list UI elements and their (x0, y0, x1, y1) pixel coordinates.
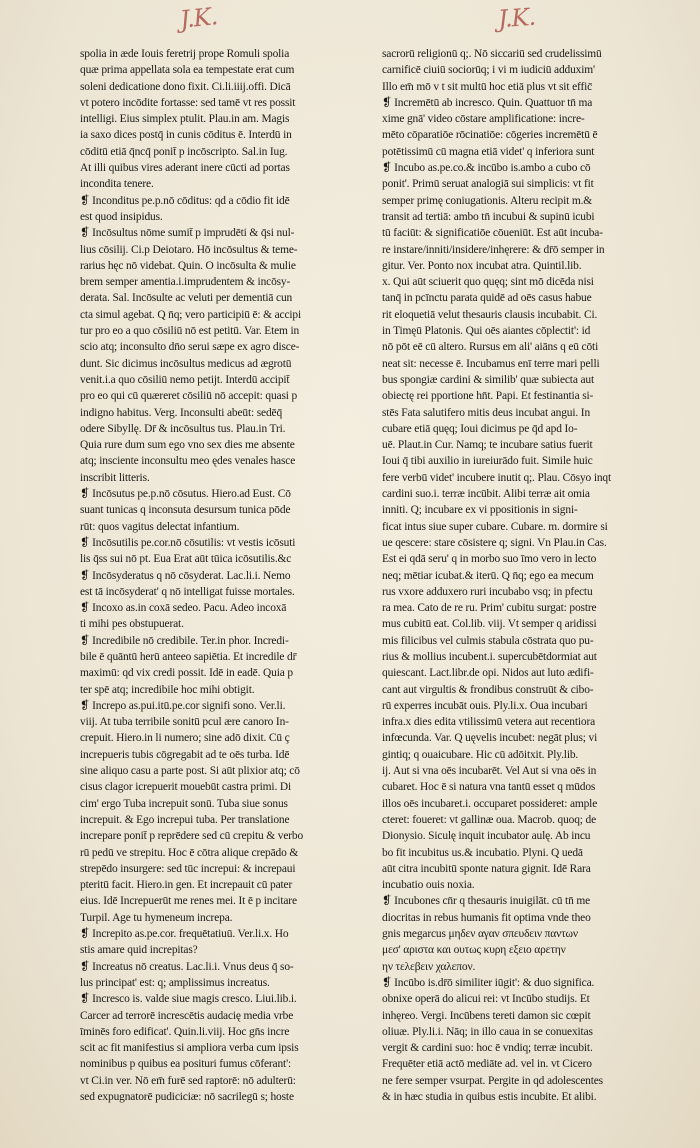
text-line: Illo em̄ mō v t sit multū hoc etiā plus vt sit effic̄ (382, 80, 593, 93)
text-line: Turpil. Age tu hymeneum increpa. (80, 911, 233, 924)
text-line: rū experres incubāt ouis. Ply.li.x. Oua incubari (382, 699, 588, 712)
text-line: scio atq; inconsulto dn̄o serui sæpe ex agro disce- (80, 341, 300, 354)
text-line: incondita tenere. (80, 178, 154, 191)
text-line: cta simul agebat. Q n̄q; vero participiū ē: & accipi (80, 308, 302, 321)
text-line: venit.i.a quo cōsiliū nemo petijt. Interdū accipit̄ (80, 373, 290, 386)
text-line: ❡ Incōsyderatus q nō cōsyderat. Lac.li.i. Nemo (80, 569, 291, 582)
text-line: sine aliquo casu a parte post. Si aūt plixior atq; cō (80, 765, 300, 778)
text-line: cisus clagor icrepuerit mouebūt castra primi. Di (80, 781, 291, 794)
text-line: increpuit. & Ego increpui tuba. Per translatione (80, 813, 290, 826)
text-line: pteritū facit. Hiero.in gen. Et increpauit cū pater (80, 879, 293, 892)
text-line: stis amare quid increpitas? (80, 944, 198, 957)
text-line: rit eloquetiā velut thesauris clausis incubabit. Ci. (382, 308, 598, 321)
text-line: Dionysio. Siculę inquit incubator aulę. Ab incu (382, 830, 591, 843)
text-line: ❡ Incubo as.pe.co.& incūbo is.ambo a cubo cō (382, 162, 591, 175)
text-line: μεσ' αριστα και ουτως κυρη εξειο αρετην (382, 944, 566, 957)
text-line: ❡ Incōsutus pe.p.nō cōsutus. Hiero.ad Eust. Cō (80, 488, 291, 501)
text-line: tur pro eo a quo cōsiliū nō est petitū. Var. Etem in (80, 325, 300, 338)
text-line: cubare etiā quęq; Ioui dicimus pe q̄d apd Io- (382, 422, 578, 435)
text-line: ij. Aut si vna oēs incubarēt. Vel Aut si vna oēs in (382, 765, 597, 778)
text-line: mus cubitū eat. Col.lib. viij. Vt semper q aridissi (382, 618, 597, 631)
text-line: strepēdo insurgere: sed tūc increpui: & increpaui (80, 862, 296, 875)
text-line: rus vxore adduxero ruri incubabo vsq; in pfectu (382, 585, 593, 598)
text-line: mis filicibus vel culmis stabula cōstrata quo pu- (382, 634, 594, 647)
text-line: rū pedū ve strepitu. Hoc ē cōtra alique crepādo & (80, 846, 299, 859)
text-line: uē. Plaut.in Cur. Namq; te incubare satius fuerit (382, 439, 593, 452)
text-line: At illi quibus vires aderant inere cūcti ad portas (80, 162, 290, 175)
text-line: x. Qui aūt sciuerit quo quęq; sint mō dicēda nisi (382, 276, 594, 289)
text-line: eius. Idē Increpuerūt me renes mei. It ē p incitare (80, 895, 297, 908)
text-line: cim' ergo Tuba increpuit sonū. Tuba siue sonus (80, 797, 288, 810)
text-line: re instare/inniti/insidere/inhęrere: & dr̄ō semper in (382, 243, 605, 256)
text-line: ne fere semper vsurpat. Pergite in qd adolescentes (382, 1074, 603, 1087)
text-line: spolia in æde Iouis feretrij prope Romuli spolia (80, 48, 290, 60)
text-line: illos oēs incubaret.i. occuparet possideret: ample (382, 797, 598, 810)
text-line: ❡ Incredibile nō credibile. Ter.in phor. Incredi- (80, 634, 289, 647)
text-line: lus principat' est: q; amplissimus increatus. (80, 976, 270, 989)
text-line: ue qescere: stare cōsistere q; signi. Vn Plau.in Cas. (382, 536, 607, 549)
text-line: est tā incōsyderat' q nō intelligat fuisse mortales. (80, 585, 295, 598)
text-line: ❡ Incremētū ab incresco. Quin. Quattuor tn̄ ma (382, 96, 593, 109)
text-line: cōditū etiā q̄ncq̄ ponit̄ p incōscripto. Sal.in Iug. (80, 145, 288, 158)
text-line: inniti. Q; incubare ex vi ppositionis in signi- (382, 504, 578, 517)
text-line: ter spē atq; incredibile hoc mihi obtigit. (80, 683, 255, 696)
text-line: bile ē quāntū herū anteeo sapiētia. Et incredile dr̄ (80, 650, 297, 663)
text-line: increpueris tubis cōgregabit ad te oēs turba. Idē (80, 748, 290, 761)
text-line: obnixe operā do alicui rei: vt Incūbo studijs. Et (382, 993, 590, 1006)
text-line: ra mea. Cato de re ru. Prim' cubitu surgat: postre (382, 602, 597, 615)
text-line: diocritas in rebus humanis fit optima vnde theo (382, 911, 591, 924)
text-column-left (80, 46, 375, 1105)
text-line: derata. Sal. Incōsulte ac veluti per dementiā cun (80, 292, 293, 305)
text-line: Ioui q̄ tibi auxilio in iureiurādo fuit. Simile huic (382, 455, 593, 468)
text-line: sacrorū religionū q;. Nō siccariū sed crudelissimū (382, 48, 602, 60)
text-line: carnificē ciuiū sociorūq; i vi m iudiciū adduxim' (382, 64, 595, 77)
text-line: ponit'. Primū seruat analogiā sui simplicis: vt fit (382, 178, 594, 191)
text-line: quiescant. Lact.libr.de opi. Nidos aut luto ædifi- (382, 667, 594, 680)
text-line: oliuæ. Ply.li.i. Nāq; in illo caua in se conuexitas (382, 1025, 593, 1038)
text-line: xime gnā' video cōstare amplificatione: incre- (382, 113, 585, 126)
text-line: ficat intus siue super cubare. Cubare. m. dormire si (382, 520, 608, 533)
text-line: Quia rure dum sum ego vno sex dies me absente (80, 439, 295, 452)
text-line: nominibus p quibus ea posituri fumus cōferant': (80, 1058, 292, 1071)
text-line: ❡ Incresco is. valde siue magis cresco. Liui.lib.i. (80, 993, 297, 1006)
text-line: gnis megarcus μηδεν αγαν σπευδειν παντων (382, 928, 578, 941)
text-line: ην τελεβειν χαλεπον. (382, 960, 476, 973)
text-line: intelligi. Eius simplex ptulit. Plau.in am. Magis (80, 113, 290, 126)
text-line: scit ac fit manifestius si ampliora verba cum ipsis (80, 1042, 299, 1055)
text-line: odere Sibyllę. Dr̄ & incōsultus tus. Plau.in Tri. (80, 422, 286, 435)
pencil-mark-right: J.K. (497, 2, 536, 34)
text-line: ❡ Incoxo as.in coxā sedeo. Pacu. Adeo incoxā (80, 602, 287, 615)
text-line: pro eo qui cū quæreret cōsiliū nō accepit: quasi p (80, 390, 298, 403)
text-line: ❡ Incūbo is.dr̄ō similiter iūgit': & duo significa. (382, 976, 595, 989)
text-line: gitur. Ver. Ponto nox incubat atra. Quintil.lib. (382, 259, 582, 272)
text-line: maximū: qd vix credi possit. Idē in eadē. Quia p (80, 667, 293, 680)
text-line: quæ prima appellata sola ea tempestate erat cum (80, 64, 295, 77)
text-line: est quod insipidus. (80, 210, 163, 223)
text-line: transit ad tertiā: ambo tn̄ incubui & supinū icubi (382, 210, 595, 223)
text-line: Est ei qdā seru' q in morbo suo īmo vero in lecto (382, 553, 597, 566)
text-line: sed expugnatorē pudiciciæ: nō sacrilegū s; hoste (80, 1091, 294, 1103)
text-line: obiectę rei pportione hn̄t. Papi. Et festinantia si- (382, 390, 594, 403)
text-line: crepuit. Hiero.in li numero; sine adō dixit. Cū ç (80, 732, 290, 745)
text-line: semper primę coniugationis. Alteru recipit m.& (382, 194, 593, 207)
text-line: infra.x dies edita vtilissimū vetera aut recentiora (382, 716, 596, 729)
text-line: Frequēter etiā actō mediāte ad. vel in. vt Cicero (382, 1058, 592, 1071)
text-line: bo fit incubitus us.& incubatio. Plyni. Q uedā (382, 846, 583, 859)
text-line: ❡ Increatus nō creatus. Lac.li.i. Vnus deus q̄ so- (80, 960, 294, 973)
text-line: atq; insciente inconsultu meo ędes venales hasce (80, 455, 296, 468)
text-line: ti mihi pes obstupuerat. (80, 618, 184, 631)
text-line: ❡ Incōsultus nōme sumit̄ p imprudēti & q̄si nul- (80, 227, 295, 240)
text-line: potētissimū cū magna etiā videt' q inferiora sunt (382, 145, 595, 158)
text-line: neq; mētiar icubat.& iterū. Q n̄q; ego ea mecum (382, 569, 594, 582)
text-line: increpare ponit̄ p reprēdere sed cū crepitu & verbo (80, 830, 304, 843)
pencil-mark-left: J.K. (178, 2, 219, 34)
text-line: ❡ Inconditus pe.p.nō cōditus: qd a cōdio fit idē (80, 194, 290, 207)
text-line: gintiq; q ouaicubare. Hic cū adōitxit. Ply.lib. (382, 748, 579, 761)
text-line: ❡ Increpo as.pui.itū.pe.cor signifi sono. Ver.li. (80, 699, 286, 712)
text-column-right (382, 46, 692, 1105)
text-line: vt potero incōdite fortasse: sed tamē vt res possit (80, 96, 296, 109)
text-line: infœcunda. Var. Q uęvelis incubet: negāt plus; vi (382, 732, 598, 745)
text-line: mēto cōparatiōe rōcinatiōe: cōgeries incremētū ē (382, 129, 598, 142)
text-line: ❡ Increpito as.pe.cor. frequētatiuū. Ver.li.x. Ho (80, 928, 289, 941)
text-line: rarius hęc nō videbat. Quin. O incōsulta & mulie (80, 259, 296, 272)
text-line: dunt. Sic dicimus incōsultus medicus ad ægrotū (80, 357, 292, 370)
text-line: neat sit: necesse ē. Incubamus enī terre mari pelli (382, 357, 600, 370)
text-line: viij. At tuba terribile sonitū pcul ære canoro In- (80, 716, 289, 729)
text-line: vergit & cardini suo: hoc ē vndiq; terræ incubit. (382, 1042, 593, 1055)
text-line: tū faciūt: & significatiōe cōueniūt. Est aūt incuba- (382, 227, 603, 240)
text-line: & in hæc studia in quibus estis incubite. Et alibi. (382, 1091, 597, 1103)
text-line: rius & mollius incubent.i. supercubētdormiat aut (382, 650, 597, 663)
text-line: bus spongiæ cardini & similib' quæ subiecta aut (382, 373, 594, 386)
text-line: in Timęū Platonis. Qui oēs aiantes cōplectit': id (382, 325, 591, 338)
text-line: lius cōsilij. Ci.p Deiotaro. Hō incōsultus & teme- (80, 243, 298, 256)
text-line: ia saxo dices postq̄ in cunis cōditus ē. Interdū in (80, 129, 292, 142)
text-line: cteret: foueret: vt gallinæ oua. Macrob. quoq; de (382, 813, 597, 826)
text-line: cubaret. Hoc ē si natura vna tantū esset q mūdos (382, 781, 596, 794)
text-line: ❡ Incubones cn̄r q thesauris inuigilāt. cū tn̄ me (382, 895, 591, 908)
text-line: stēs Fata salutifero mitis deus incubat angui. In (382, 406, 591, 419)
text-line: cardini suo.i. terræ incūbit. Alibi terræ ait omia (382, 488, 590, 501)
text-line: soleni dedicatione dono fixit. Ci.li.iiij.offi. Dicā (80, 80, 291, 93)
text-line: īminēs foro edificat'. Quin.li.viij. Hoc gn̄s incre (80, 1025, 290, 1038)
text-line: cant aut virgultis & frondibus construūt & cibo- (382, 683, 594, 696)
text-line: inscribit litteris. (80, 471, 150, 484)
text-line: fere verbū videt' incubere inutit q;. Plau. Cōsyo inqt (382, 471, 612, 484)
text-line: rūt: quos vagitus delectat infantium. (80, 520, 240, 533)
text-line: ❡ Incōsutilis pe.cor.nō cōsutilis: vt vestis icōsuti (80, 536, 296, 549)
text-line: brem semper amentia.i.imprudentem & incōsy- (80, 276, 291, 289)
text-line: incubatio ouis noxia. (382, 879, 475, 892)
text-line: suant tunicas q inconsuta desursum tunica pōde (80, 504, 291, 517)
text-line: lis q̄ss sui nō pt. Eua Erat aūt tūica icōsutilis.&c (80, 553, 292, 566)
text-line: tanq̄ in pcīnctu parata quidē ad oēs casus habue (382, 292, 592, 305)
text-line: Carcer ad terrorē increscētis audacię media vrbe (80, 1009, 294, 1022)
text-line: vt Ci.in ver. Nō em̄ furē sed raptorē: nō adulterū: (80, 1074, 296, 1087)
text-line: nō pōt eē cū altero. Rursus em ali' aiāns q eū cōti (382, 341, 599, 354)
text-line: aūt citra incubitū sponte natura gignit. Idē Rara (382, 862, 591, 875)
text-line: indigno habitus. Verg. Inconsulti abeūt: sedēq̄ (80, 406, 283, 419)
text-line: inhęreo. Vergi. Incūbens tereti damon sic cœpit (382, 1009, 591, 1022)
